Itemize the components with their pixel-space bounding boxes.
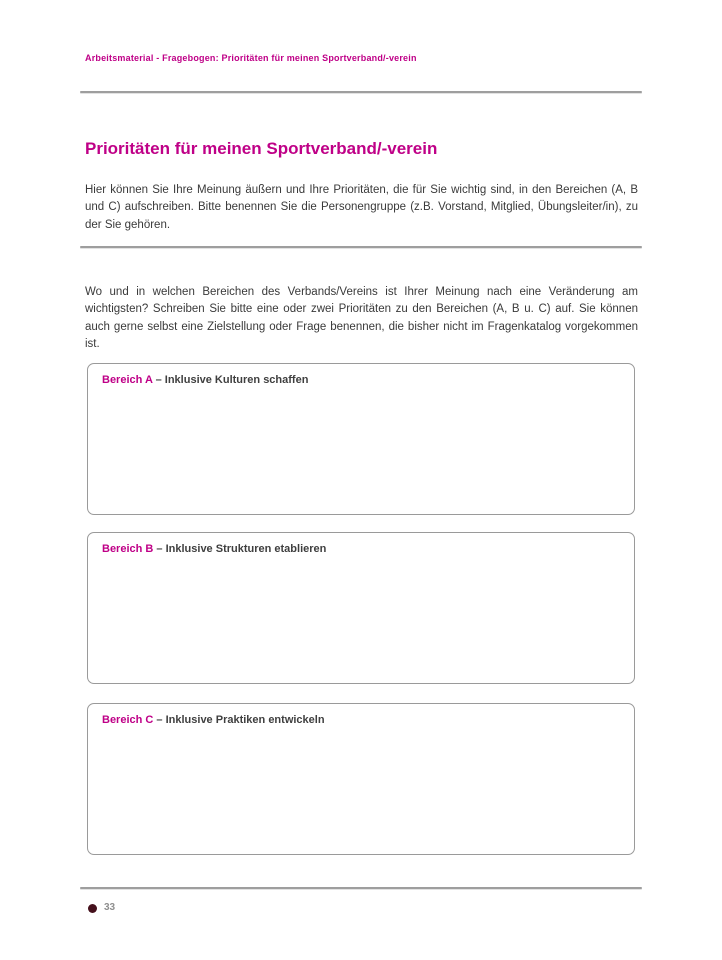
bereich-a-label <box>88 364 634 386</box>
bereich-c-label <box>88 704 634 726</box>
bereich-c-label-prefix: Bereich C <box>102 714 154 726</box>
bereich-b-box[interactable] <box>87 532 635 684</box>
header-divider <box>80 91 642 93</box>
page-number: 33 <box>104 902 116 913</box>
footer-divider <box>80 887 642 889</box>
bereich-b-label-prefix: Bereich B <box>102 543 154 555</box>
bereich-a-label-title: – Inklusive Kulturen schaffen <box>155 374 309 386</box>
bereich-b-write-area[interactable] <box>88 555 634 665</box>
bereich-b-label <box>88 533 634 555</box>
page-title: Prioritäten für meinen Sportverband/-verein <box>85 139 438 159</box>
bereich-a-write-area[interactable] <box>88 386 634 496</box>
bereich-c-write-area[interactable] <box>88 726 634 836</box>
bereich-c-box[interactable] <box>87 703 635 855</box>
bereich-a-label-prefix: Bereich A <box>102 374 153 386</box>
section-divider <box>80 246 642 248</box>
bereich-a-box[interactable] <box>87 363 635 515</box>
footer-bullet-icon <box>88 904 97 913</box>
bereich-b-label-title: – Inklusive Strukturen etablieren <box>156 543 327 555</box>
question-paragraph: Wo und in welchen Bereichen des Verbands/Vereins ist Ihrer Meinung nach eine Veränderung am wichtigsten? Schreiben Sie bitte eine oder zwei Prioritäten zu den Bereichen (A, B u. C) auf. Sie können auch gerne selbst eine Zielstellung oder Frage benennen, die bisher nicht im Fragenkatalog vorgekommen ist. <box>85 285 638 350</box>
bereich-c-label-title: – Inklusive Praktiken entwickeln <box>156 714 325 726</box>
document-breadcrumb: Arbeitsmaterial - Fragebogen: Prioritäten für meinen Sportverband/-verein <box>85 53 417 63</box>
intro-paragraph: Hier können Sie Ihre Meinung äußern und Ihre Prioritäten, die für Sie wichtig sind, in den Bereichen (A, B und C) aufschreiben. Bitte benennen Sie die Personengruppe (z.B. Vorstand, Mitglied, Übungsleiter/in), zu der Sie gehören. <box>85 183 638 231</box>
